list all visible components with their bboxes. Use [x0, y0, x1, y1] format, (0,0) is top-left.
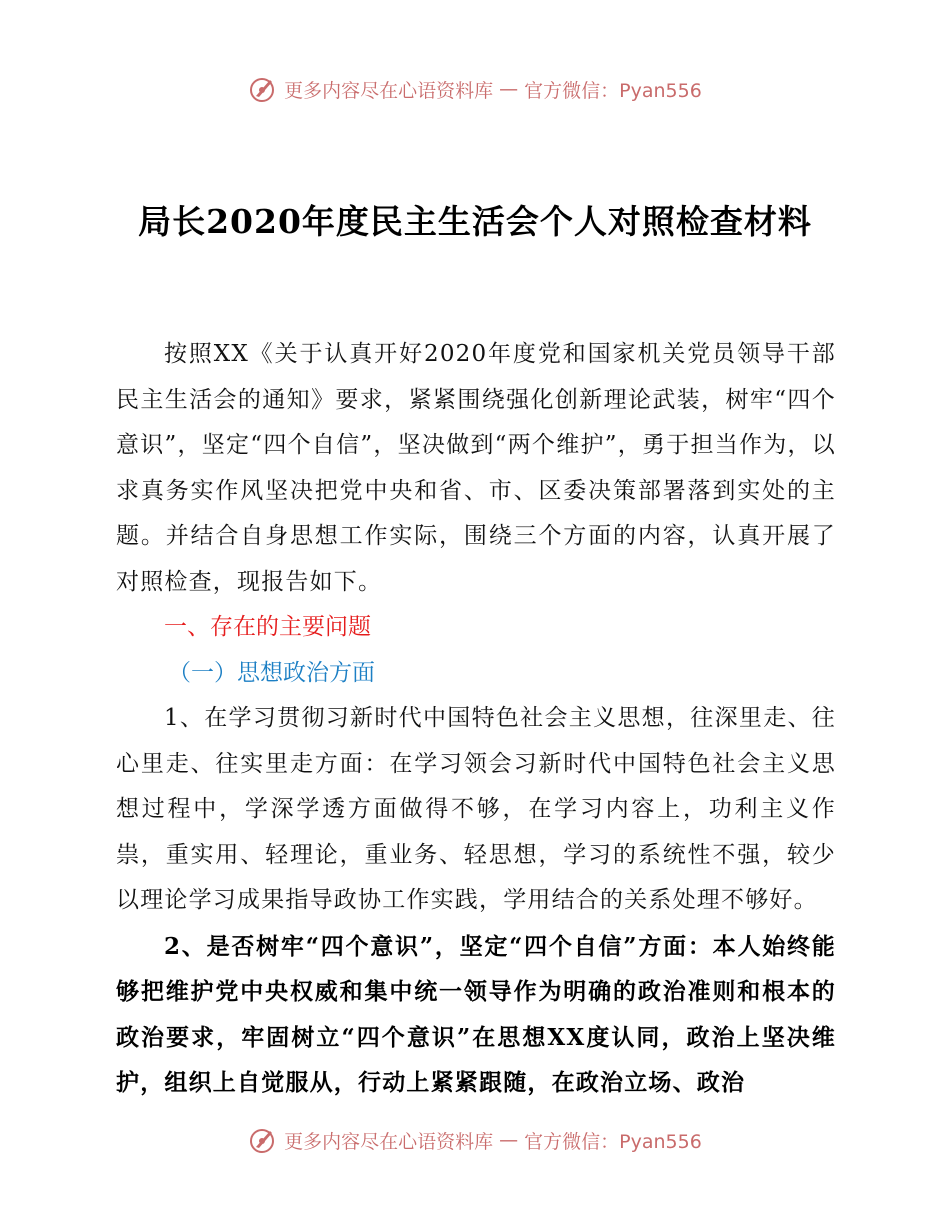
- footer-watermark: [0, 1125, 950, 1155]
- watermark-text: 更多内容尽在心语资料库: [284, 1130, 494, 1153]
- document-title: 局长2020年度民主生活会个人对照检查材料: [138, 202, 812, 241]
- watermark-wechat: 官方微信：Pyan556: [524, 1130, 702, 1153]
- item-paragraph-1: 1、在学习贯彻习新时代中国特色社会主义思想，往深里走、往心里走、往实里走方面：在学习领会习新时代中国特色社会主义思想过程中，学深学透方面做得不够，在学习内容上，功利主义作祟，重实用、轻理论，重业务、轻思想，学习的系统性不强，较少以理论学习成果指导政协工作实践，学用结合的关系处理不够好。: [116, 705, 836, 913]
- header-watermark: [0, 74, 950, 104]
- watermark-text: 更多内容尽在心语资料库: [284, 79, 494, 102]
- quill-logo-icon: [248, 1125, 278, 1155]
- watermark-separator: —: [499, 1129, 519, 1151]
- item-paragraph-2: 2、是否树牢“四个意识”，坚定“四个自信”方面：本人始终能够把维护党中央权威和集中统一领导作为明确的政治准则和根本的政治要求，牢固树立“四个意识”在思想XX度认同，政治上坚决维护，组织上自觉服从，行动上紧紧跟随，在政治立场、政治: [116, 932, 836, 1096]
- intro-paragraph: 按照XX《关于认真开好2020年度党和国家机关党员领导干部民主生活会的通知》要求，紧紧围绕强化创新理论武装，树牢“四个意识”，坚定“四个自信”，坚决做到“两个维护”，勇于担当作为，以求真务实作风坚决把党中央和省、市、区委决策部署落到实处的主题。并结合自身思想工作实际，围绕三个方面的内容，认真开展了对照检查，现报告如下。: [116, 341, 836, 595]
- document-body: [116, 332, 836, 1106]
- subsection-heading: （一）思想政治方面: [168, 659, 375, 686]
- section-heading: 一、存在的主要问题: [164, 614, 371, 640]
- watermark-separator: —: [499, 78, 519, 100]
- watermark-wechat: 官方微信：Pyan556: [524, 79, 702, 102]
- quill-logo-icon: [248, 74, 278, 104]
